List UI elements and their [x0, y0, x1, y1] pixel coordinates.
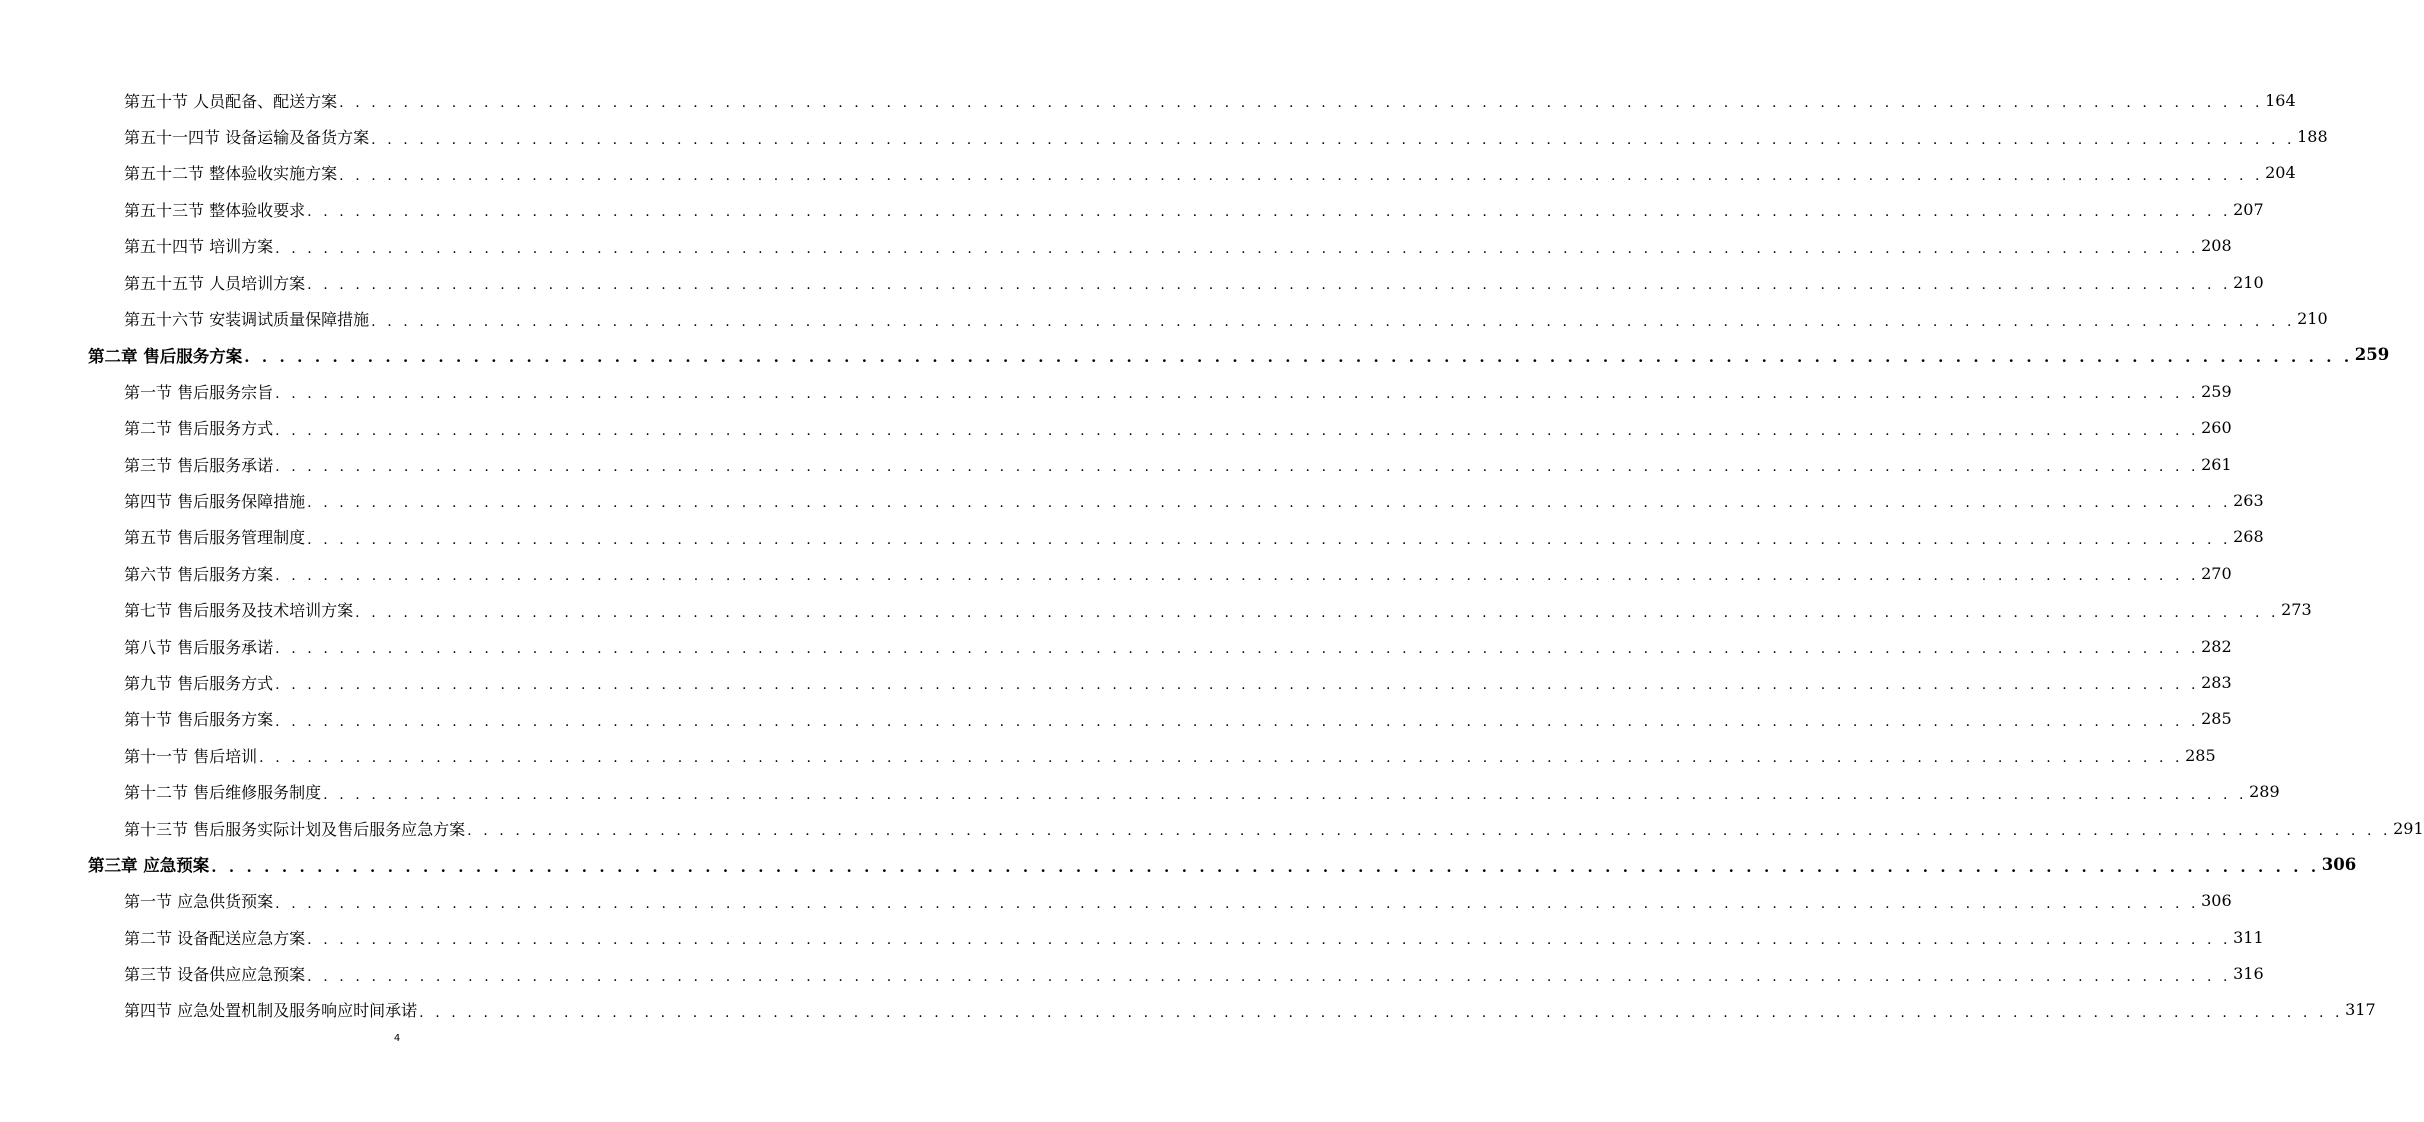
toc-entry-page: 260 — [2201, 418, 2232, 438]
toc-entry-title: 第二节 设备配送应急方案 — [124, 928, 306, 948]
page-number: 4 — [393, 1033, 401, 1044]
toc-section-entry[interactable] — [0, 992, 2376, 1028]
toc-dot-leader: . . . . . . . . . . . . . . . . . . . . . . . . . . . . . . . . . . . . . . . . . . . . . . . . . . . . . . . . . . . . . . . . . . . . . . . . . . . . . . . . . . . . . . . . . . . . . . . . . . . . . . . . . . . . . . . . . . . . . . . . — [419, 1004, 2344, 1021]
toc-entry-title: 第五十四节 培训方案 — [124, 237, 274, 257]
toc-dot-leader: . . . . . . . . . . . . . . . . . . . . . . . . . . . . . . . . . . . . . . . . . . . . . . . . . . . . . . . . . . . . . . . . . . . . . . . . . . . . . . . . . . . . . . . . . . . . . . . . . . . . . . . . . . . . . . . . . . . . . . . . — [307, 495, 2232, 512]
toc-dot-leader: . . . . . . . . . . . . . . . . . . . . . . . . . . . . . . . . . . . . . . . . . . . . . . . . . . . . . . . . . . . . . . . . . . . . . . . . . . . . . . . . . . . . . . . . . . . . . . . . . . . . . . . . . . . . . . . . . . . . . . . . — [307, 932, 2232, 949]
toc-entry-title: 第九节 售后服务方式 — [124, 673, 274, 693]
toc-dot-leader: . . . . . . . . . . . . . . . . . . . . . . . . . . . . . . . . . . . . . . . . . . . . . . . . . . . . . . . . . . . . . . . . . . . . . . . . . . . . . . . . . . . . . . . . . . . . . . . . . . . . . . . . . . . . . . . . . . . . . . . . — [371, 131, 2296, 148]
toc-entry-title: 第五十五节 人员培训方案 — [124, 273, 306, 293]
toc-entry-page: 188 — [2297, 127, 2328, 147]
toc-entry-title: 第五十节 人员配备、配送方案 — [124, 91, 338, 111]
toc-chapter-entry[interactable] — [0, 846, 2357, 882]
toc-entry-page: 285 — [2201, 709, 2232, 729]
toc-section-entry[interactable] — [0, 482, 2264, 518]
toc-section-entry[interactable] — [0, 373, 2232, 409]
toc-section-entry[interactable] — [0, 264, 2264, 300]
toc-entry-page: 285 — [2185, 745, 2216, 765]
toc-entry-title: 第二节 售后服务方式 — [124, 419, 274, 439]
toc-dot-leader: . . . . . . . . . . . . . . . . . . . . . . . . . . . . . . . . . . . . . . . . . . . . . . . . . . . . . . . . . . . . . . . . . . . . . . . . . . . . . . . . . . . . . . . . . . . . . . . . . . . . . . . . . . . . . . . . . . . . . . . . — [275, 641, 2200, 658]
table-of-contents — [0, 82, 2424, 1028]
toc-entry-page: 283 — [2201, 672, 2232, 692]
toc-dot-leader: . . . . . . . . . . . . . . . . . . . . . . . . . . . . . . . . . . . . . . . . . . . . . . . . . . . . . . . . . . . . . . . . . . . . . . . . . . . . . . . . . . . . . . . . . . . . . . . . . . . . . . . . . . . . . . . . . . . . . . . . — [275, 568, 2200, 585]
toc-entry-page: 317 — [2345, 1000, 2376, 1020]
toc-entry-page: 273 — [2281, 600, 2312, 620]
toc-section-entry[interactable] — [0, 228, 2232, 264]
toc-dot-leader: . . . . . . . . . . . . . . . . . . . . . . . . . . . . . . . . . . . . . . . . . . . . . . . . . . . . . . . . . . . . . . . . . . . . . . . . . . . . . . . . . . . . . . . . . . . . . . . . . . . . . . . . . . . . . . . . . . . . . . . . — [339, 167, 2264, 184]
toc-entry-page: 210 — [2297, 309, 2328, 329]
toc-dot-leader: . . . . . . . . . . . . . . . . . . . . . . . . . . . . . . . . . . . . . . . . . . . . . . . . . . . . . . . . . . . . . . . . . . . . . . . . . . . . . . . . . . . . . . . . . . . . . . . . . . . . . . . . . . . . . . . . . . . . . . . . — [275, 386, 2200, 403]
toc-entry-page: 207 — [2233, 199, 2264, 219]
toc-entry-title: 第五十三节 整体验收要求 — [124, 200, 306, 220]
toc-dot-leader: . . . . . . . . . . . . . . . . . . . . . . . . . . . . . . . . . . . . . . . . . . . . . . . . . . . . . . . . . . . . . . . . . . . . . . . . . . . . . . . . . . . . . . . . . . . . . . . . . . . . . . . . . . . . . . . . . . . . . . . . — [259, 750, 2184, 767]
toc-section-entry[interactable] — [0, 773, 2280, 809]
toc-section-entry[interactable] — [0, 300, 2328, 336]
toc-entry-page: 306 — [2201, 891, 2232, 911]
toc-section-entry[interactable] — [0, 118, 2328, 154]
toc-entry-title: 第三章 应急预案 — [88, 856, 210, 876]
toc-dot-leader: . . . . . . . . . . . . . . . . . . . . . . . . . . . . . . . . . . . . . . . . . . . . . . . . . . . . . . . . . . . . . . . . . . . . . . . . . . . . . . . . . . . . . . . . . . . . . . . . . . . . . . . . . . . . . . . . . . . . . . . . — [275, 240, 2200, 257]
toc-entry-title: 第八节 售后服务承诺 — [124, 637, 274, 657]
toc-entry-title: 第十三节 售后服务实际计划及售后服务应急方案 — [124, 819, 466, 839]
toc-dot-leader: . . . . . . . . . . . . . . . . . . . . . . . . . . . . . . . . . . . . . . . . . . . . . . . . . . . . . . . . . . . . . . . . . . . . . . . . . . . . . . . . . . . . . . . . . . . . . . . . . . . . . . . . . . . . . . . . . . . . . . . . — [307, 968, 2232, 985]
toc-entry-page: 164 — [2265, 90, 2296, 110]
toc-section-entry[interactable] — [0, 919, 2264, 955]
toc-entry-page: 291 — [2393, 818, 2424, 838]
toc-entry-title: 第四节 售后服务保障措施 — [124, 491, 306, 511]
toc-entry-page: 282 — [2201, 636, 2232, 656]
toc-entry-title: 第十一节 售后培训 — [124, 746, 258, 766]
toc-dot-leader: . . . . . . . . . . . . . . . . . . . . . . . . . . . . . . . . . . . . . . . . . . . . . . . . . . . . . . . . . . . . . . . . . . . . . . . . . . . . . . . . . . . . . . . . . . . . . . . . . . . . . . . . . . . . . . . . . . . . . . . . — [355, 604, 2280, 621]
toc-section-entry[interactable] — [0, 810, 2424, 846]
toc-entry-page: 259 — [2354, 345, 2390, 365]
toc-entry-title: 第三节 设备供应应急预案 — [124, 965, 306, 985]
toc-entry-title: 第二章 售后服务方案 — [88, 346, 243, 366]
toc-dot-leader: . . . . . . . . . . . . . . . . . . . . . . . . . . . . . . . . . . . . . . . . . . . . . . . . . . . . . . . . . . . . . . . . . . . . . . . . . . . . . . . . . . . . . . . . . . . . . . . . . . . . . . . . . . . . . . . . . . . . . . . . — [275, 422, 2200, 439]
toc-entry-page: 261 — [2201, 454, 2232, 474]
toc-entry-page: 268 — [2233, 527, 2264, 547]
toc-section-entry[interactable] — [0, 701, 2232, 737]
toc-entry-title: 第五十六节 安装调试质量保障措施 — [124, 310, 370, 330]
toc-entry-title: 第十节 售后服务方案 — [124, 710, 274, 730]
toc-section-entry[interactable] — [0, 737, 2216, 773]
toc-entry-page: 263 — [2233, 490, 2264, 510]
toc-chapter-entry[interactable] — [0, 337, 2390, 373]
toc-dot-leader: . . . . . . . . . . . . . . . . . . . . . . . . . . . . . . . . . . . . . . . . . . . . . . . . . . . . . . . . . . . . . . . . . . . . . . . . . . . . . . . . . . . . . . . . . . . . . . . . . . . . . . . . . . . . . . . . . . . . . . . . — [307, 531, 2232, 548]
toc-section-entry[interactable] — [0, 519, 2264, 555]
toc-entry-page: 289 — [2249, 782, 2280, 802]
toc-section-entry[interactable] — [0, 155, 2296, 191]
toc-dot-leader: . . . . . . . . . . . . . . . . . . . . . . . . . . . . . . . . . . . . . . . . . . . . . . . . . . . . . . . . . . . . . . . . . . . . . . . . . . . . . . . . . . . . . . . . . . . . . . . . . . . . . . . . . . . . . . . . . . . . . . . . — [275, 677, 2200, 694]
toc-entry-page: 210 — [2233, 272, 2264, 292]
toc-dot-leader: . . . . . . . . . . . . . . . . . . . . . . . . . . . . . . . . . . . . . . . . . . . . . . . . . . . . . . . . . . . . . . . . . . . . . . . . . . . . . . . . . . . . . . . . . . . . . . . . . . . . . . . . . . . . . . . . . . . . . . . . — [275, 895, 2200, 912]
toc-entry-title: 第一节 售后服务宗旨 — [124, 382, 274, 402]
toc-entry-page: 270 — [2201, 563, 2232, 583]
toc-dot-leader: . . . . . . . . . . . . . . . . . . . . . . . . . . . . . . . . . . . . . . . . . . . . . . . . . . . . . . . . . . . . . . . . . . . . . . . . . . . . . . . . . . . . . . . . . . . . . . . . . . . . . . . . . . . . . . . . . . . . . . . . — [307, 277, 2232, 294]
toc-section-entry[interactable] — [0, 591, 2312, 627]
toc-entry-title: 第五十二节 整体验收实施方案 — [124, 164, 338, 184]
toc-entry-page: 208 — [2201, 236, 2232, 256]
toc-dot-leader: . . . . . . . . . . . . . . . . . . . . . . . . . . . . . . . . . . . . . . . . . . . . . . . . . . . . . . . . . . . . . . . . . . . . . . . . . . . . . . . . . . . . . . . . . . . . . . . . . . . . . . . . . . . . . . . . . . . . . . . . — [323, 786, 2248, 803]
toc-entry-title: 第六节 售后服务方案 — [124, 564, 274, 584]
toc-dot-leader: . . . . . . . . . . . . . . . . . . . . . . . . . . . . . . . . . . . . . . . . . . . . . . . . . . . . . . . . . . . . . . . . . . . . . . . . . . . . . . . . . . . . . . . . . . . . . . . . . . . . . . . . . . . . . . . . . . . . . . . . — [339, 95, 2264, 112]
toc-section-entry[interactable] — [0, 446, 2232, 482]
toc-entry-title: 第一节 应急供货预案 — [124, 892, 274, 912]
toc-entry-title: 第四节 应急处置机制及服务响应时间承诺 — [124, 1001, 418, 1021]
toc-entry-title: 第三节 售后服务承诺 — [124, 455, 274, 475]
toc-dot-leader: . . . . . . . . . . . . . . . . . . . . . . . . . . . . . . . . . . . . . . . . . . . . . . . . . . . . . . . . . . . . . . . . . . . . . . . . . . . . . . . . . . . . . . . . . . . . . . . . . . . . . . . . . . . . . . . . . . . . . . . . — [307, 204, 2232, 221]
toc-entry-page: 259 — [2201, 381, 2232, 401]
toc-section-entry[interactable] — [0, 82, 2296, 118]
toc-section-entry[interactable] — [0, 410, 2232, 446]
toc-section-entry[interactable] — [0, 955, 2264, 991]
toc-section-entry[interactable] — [0, 555, 2232, 591]
toc-entry-page: 204 — [2265, 163, 2296, 183]
toc-section-entry[interactable] — [0, 883, 2232, 919]
toc-entry-title: 第十二节 售后维修服务制度 — [124, 783, 322, 803]
toc-dot-leader: . . . . . . . . . . . . . . . . . . . . . . . . . . . . . . . . . . . . . . . . . . . . . . . . . . . . . . . . . . . . . . . . . . . . . . . . . . . . . . . . . . . . . . . . . . . . . . . . . . . . . . . . . . . . . . . . . . . . . . . . — [275, 459, 2200, 476]
toc-dot-leader: . . . . . . . . . . . . . . . . . . . . . . . . . . . . . . . . . . . . . . . . . . . . . . . . . . . . . . . . . . . . . . . . . . . . . . . . . . . . . . . . . . . . . . . . . . . . . . . . . . . . . . . . . . . . . . . . . . . . . . . . — [244, 348, 2353, 367]
toc-section-entry[interactable] — [0, 628, 2232, 664]
toc-section-entry[interactable] — [0, 191, 2264, 227]
toc-dot-leader: . . . . . . . . . . . . . . . . . . . . . . . . . . . . . . . . . . . . . . . . . . . . . . . . . . . . . . . . . . . . . . . . . . . . . . . . . . . . . . . . . . . . . . . . . . . . . . . . . . . . . . . . . . . . . . . . . . . . . . . . — [467, 823, 2392, 839]
toc-section-entry[interactable] — [0, 664, 2232, 700]
toc-entry-title: 第五节 售后服务管理制度 — [124, 528, 306, 548]
toc-entry-page: 316 — [2233, 964, 2264, 984]
toc-dot-leader: . . . . . . . . . . . . . . . . . . . . . . . . . . . . . . . . . . . . . . . . . . . . . . . . . . . . . . . . . . . . . . . . . . . . . . . . . . . . . . . . . . . . . . . . . . . . . . . . . . . . . . . . . . . . . . . . . . . . . . . . — [211, 857, 2320, 876]
toc-dot-leader: . . . . . . . . . . . . . . . . . . . . . . . . . . . . . . . . . . . . . . . . . . . . . . . . . . . . . . . . . . . . . . . . . . . . . . . . . . . . . . . . . . . . . . . . . . . . . . . . . . . . . . . . . . . . . . . . . . . . . . . . — [371, 313, 2296, 330]
toc-entry-title: 第七节 售后服务及技术培训方案 — [124, 601, 354, 621]
toc-entry-title: 第五十一四节 设备运输及备货方案 — [124, 128, 370, 148]
toc-entry-page: 306 — [2321, 854, 2357, 874]
toc-dot-leader: . . . . . . . . . . . . . . . . . . . . . . . . . . . . . . . . . . . . . . . . . . . . . . . . . . . . . . . . . . . . . . . . . . . . . . . . . . . . . . . . . . . . . . . . . . . . . . . . . . . . . . . . . . . . . . . . . . . . . . . . — [275, 713, 2200, 730]
toc-entry-page: 311 — [2233, 927, 2264, 947]
